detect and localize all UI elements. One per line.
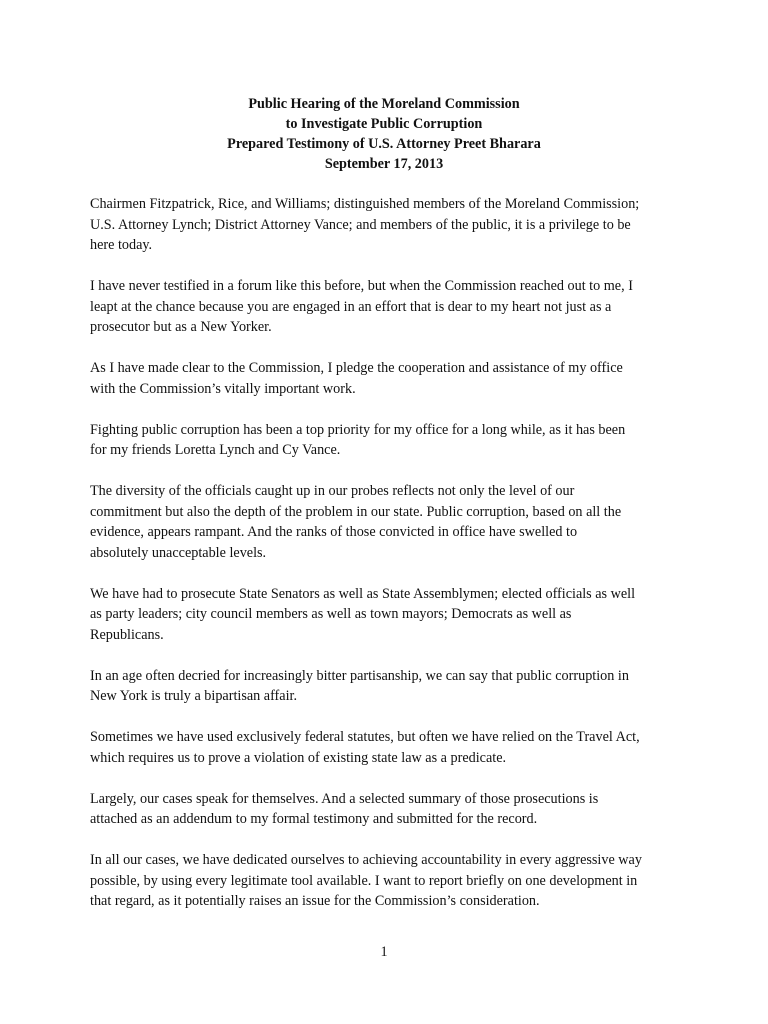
document-body: [90, 194, 690, 932]
paragraph-3: [90, 358, 690, 399]
paragraph-line: In all our cases, we have dedicated ourselves to achieving accountability in every aggressive way: [90, 852, 642, 868]
paragraph-line: Largely, our cases speak for themselves. And a selected summary of those prosecutions is: [90, 790, 599, 807]
paragraph-line: I have never testified in a forum like this before, but when the Commission reached out to me, I: [90, 278, 633, 294]
paragraph-line: We have had to prosecute State Senators as well as State Assemblymen; elected officials as well: [90, 585, 636, 602]
paragraph-line: Fighting public corruption has been a top priority for my office for a long while, as it has been: [90, 421, 626, 438]
title-date: September 17, 2013: [324, 156, 444, 172]
paragraph-line: Sometimes we have used exclusively federal statutes, but often we have relied on the Travel Act,: [90, 729, 640, 745]
paragraph-line: which requires us to prove a violation of existing state law as a predicate.: [90, 749, 507, 766]
paragraph-line: In an age often decried for increasingly bitter partisanship, we can say that public corruption in: [90, 667, 629, 684]
paragraph-2: [90, 276, 690, 338]
paragraph-line: The diversity of the officials caught up in our probes reflects not only the level of our: [90, 483, 575, 499]
paragraph-10: [90, 850, 690, 912]
paragraph-9: [90, 789, 690, 830]
paragraph-line: leapt at the chance because you are engaged in an effort that is dear to my heart not just as a: [90, 298, 612, 315]
paragraph-line: Republicans.: [90, 626, 164, 643]
paragraph-line: here today.: [90, 237, 153, 253]
paragraph-line: commitment but also the depth of the problem in our state. Public corruption, based on all the: [90, 503, 622, 520]
paragraph-1: [90, 194, 690, 256]
page-number: 1: [380, 944, 388, 960]
paragraph-line: evidence, appears rampant. And the ranks of those convicted in office have swelled to: [90, 524, 578, 540]
title-line-1: Public Hearing of the Moreland Commission: [248, 96, 520, 112]
paragraph-line: Chairmen Fitzpatrick, Rice, and Williams; distinguished members of the Moreland Commission;: [90, 196, 640, 212]
paragraph-line: As I have made clear to the Commission, I pledge the cooperation and assistance of my office: [90, 360, 623, 376]
paragraph-line: with the Commission’s vitally important work.: [90, 380, 356, 397]
paragraph-line: prosecutor but as a New Yorker.: [90, 319, 272, 335]
paragraph-line: for my friends Loretta Lynch and Cy Vance.: [90, 442, 341, 458]
paragraph-line: attached as an addendum to my formal testimony and submitted for the record.: [90, 811, 538, 827]
title-line-3: Prepared Testimony of U.S. Attorney Preet Bharara: [227, 136, 541, 152]
paragraph-line: U.S. Attorney Lynch; District Attorney Vance; and members of the public, it is a privilege to be: [90, 216, 631, 233]
paragraph-4: [90, 420, 690, 461]
paragraph-6: [90, 584, 690, 646]
paragraph-line: as party leaders; city council members as well as town mayors; Democrats as well as: [90, 606, 572, 622]
paragraph-line: that regard, as it potentially raises an issue for the Commission’s consideration.: [90, 893, 540, 909]
paragraph-7: [90, 666, 690, 707]
document-header: [0, 94, 768, 174]
paragraph-line: New York is truly a bipartisan affair.: [90, 688, 297, 704]
paragraph-8: [90, 727, 690, 768]
paragraph-5: [90, 481, 690, 563]
title-line-2: to Investigate Public Corruption: [285, 116, 483, 132]
paragraph-line: possible, by using every legitimate tool available. I want to report briefly on one development in: [90, 872, 638, 889]
paragraph-line: absolutely unacceptable levels.: [90, 544, 267, 561]
